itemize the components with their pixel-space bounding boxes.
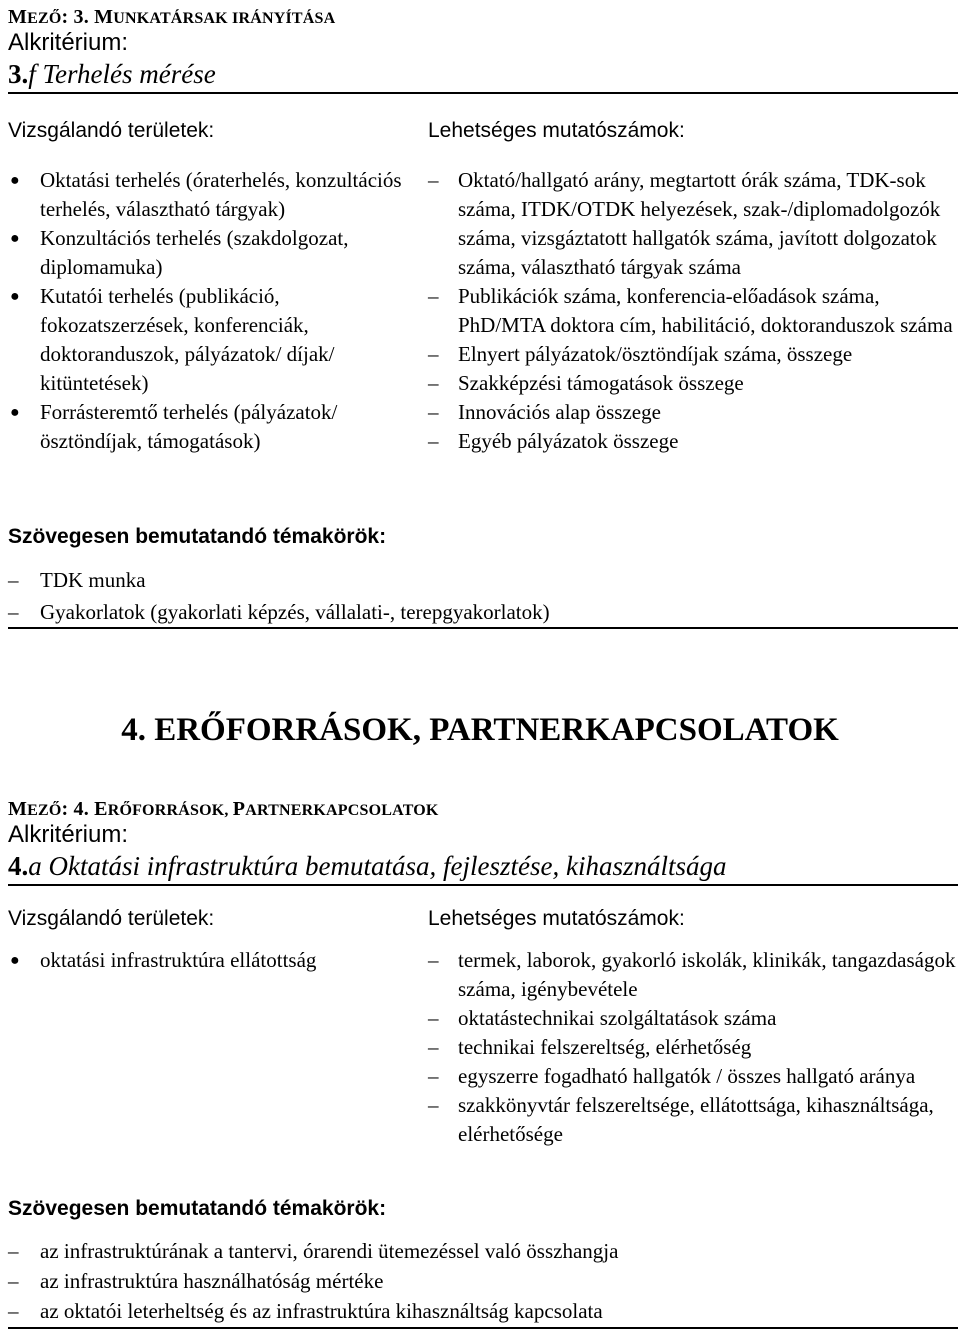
dash-icon: – [428,400,439,424]
list-item: – szakkönyvtár felszereltsége, ellátottsága, kihasználtsága, elérhetősége [428,1093,934,1146]
list-item: – egyszerre fogadható hallgatók / összes hallgató aránya [428,1062,958,1091]
areas-column [8,900,413,975]
dash-icon: – [8,568,19,592]
list-item: – Innovációs alap összege [428,398,958,427]
dash-icon: – [428,1035,439,1059]
dash-icon: – [428,429,439,453]
subcriterion-title: 4.a Oktatási infrastruktúra bemutatása, fejlesztése, kihasználtsága [8,850,958,886]
text-topics-3f [8,524,958,628]
list-item: – Szakképzési támogatások összege [428,369,958,398]
text-topics-heading: Szövegesen bemutatandó témakörök: [8,1197,387,1220]
indicators-heading: Lehetséges mutatószámok: [428,907,685,930]
subcriterion-title: 3.f Terhelés mérése [8,58,958,94]
dash-icon: – [428,948,439,972]
dash-icon: – [428,1064,439,1088]
list-item: ● Konzultációs terhelés (szakdolgozat, diplomamuka) [10,226,349,279]
areas-heading: Vizsgálandó területek: [8,907,215,930]
list-item: – oktatástechnikai szolgáltatások száma [428,1004,958,1033]
list-item: – Gyakorlatok (gyakorlati képzés, vállalati-, terepgyakorlatok) [8,596,958,628]
indicators-list [428,166,958,456]
list-item: – az infrastruktúrának a tantervi, órarendi ütemezéssel való összhangja [8,1236,958,1266]
areas-list [8,946,413,975]
text-topics-list [8,1236,958,1326]
areas-column [8,112,413,456]
criterion-header-3f [8,6,958,94]
list-item: – Egyéb pályázatok összege [428,427,958,456]
list-item: – Publikációk száma, konferencia-előadások száma, PhD/MTA doktora cím, habilitáció, doktoranduszok száma [428,284,953,337]
list-item: – Elnyert pályázatok/ösztöndíjak száma, összege [428,340,958,369]
divider [8,627,958,629]
section-title: 4. ERŐFORRÁSOK, PARTNERKAPCSOLATOK [121,712,839,748]
text-topics-heading: Szövegesen bemutatandó témakörök: [8,525,387,548]
indicators-column [428,900,958,1149]
list-item: – az oktatói leterheltség és az infrastruktúra kihasználtság kapcsolata [8,1296,958,1326]
list-item: – technikai felszereltség, elérhetőség [428,1033,958,1062]
divider [8,1327,958,1329]
dash-icon: – [428,1093,439,1117]
dash-icon: – [428,1006,439,1030]
bullet-icon: ● [10,952,20,969]
subcriterion-label: Alkritérium: [8,821,129,848]
dash-icon: – [8,600,19,624]
list-item: ● Oktatási terhelés (óraterhelés, konzultációs terhelés, választható tárgyak) [10,168,402,221]
bullet-icon: ● [10,288,20,305]
criterion-table-3f [8,112,958,512]
bullet-icon: ● [10,404,20,421]
criterion-table-4a [8,900,958,1190]
text-topics-4a [8,1196,958,1326]
bullet-icon: ● [10,230,20,247]
dash-icon: – [8,1239,19,1263]
list-item: – Oktató/hallgató arány, megtartott órák száma, TDK-sok száma, ITDK/OTDK helyezések, szak-/diplomadolgozók száma, vizsgáztatott hallgatók száma, javított dolgozatok száma, választható tárgyak száma [428,168,941,279]
field-heading: MEZŐ: 3. MUNKATÁRSAK IRÁNYÍTÁSA [8,6,336,28]
dash-icon: – [428,342,439,366]
bullet-icon: ● [10,172,20,189]
list-item: ● oktatási infrastruktúra ellátottság [8,946,413,975]
indicators-list [428,946,958,1149]
dash-icon: – [8,1299,19,1323]
dash-icon: – [428,168,439,192]
indicators-column [428,112,958,456]
list-item: ● Kutatói terhelés (publikáció, fokozatszerzések, konferenciák, doktoranduszok, pályázatok/ díjak/ kitüntetések) [10,284,335,395]
areas-heading: Vizsgálandó területek: [8,119,215,142]
list-item: – az infrastruktúra használhatóság mértéke [8,1266,958,1296]
dash-icon: – [428,371,439,395]
criterion-header-4a [8,798,958,886]
areas-list [8,166,413,456]
list-item: – termek, laborok, gyakorló iskolák, klinikák, tangazdaságok száma, igénybevétele [428,948,956,1001]
dash-icon: – [428,284,439,308]
list-item: – TDK munka [8,564,958,596]
field-heading: MEZŐ: 4. ERŐFORRÁSOK, PARTNERKAPCSOLATOK [8,798,439,820]
list-item: ● Forrásteremtő terhelés (pályázatok/ösztöndíjak, támogatások) [10,400,338,453]
dash-icon: – [8,1269,19,1293]
text-topics-list [8,564,958,628]
subcriterion-label: Alkritérium: [8,29,129,56]
indicators-heading: Lehetséges mutatószámok: [428,119,685,142]
